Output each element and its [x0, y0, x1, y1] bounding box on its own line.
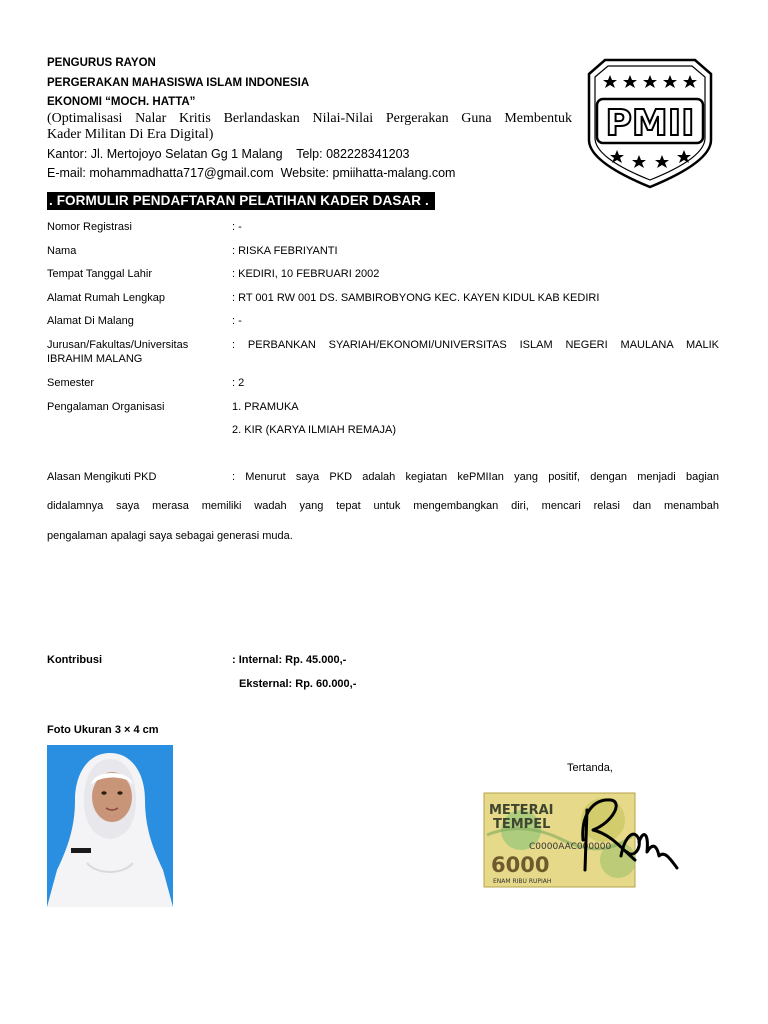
field-label-semester: Semester: [47, 377, 95, 389]
office-contact: Kantor: Jl. Mertojoyo Selatan Gg 1 Malang Telp: 082228341203: [47, 147, 410, 161]
field-value-major: : PERBANKAN SYARIAH/EKONOMI/UNIVERSITAS ISLAM NEGERI MAULANA MALIK: [232, 339, 719, 351]
tagline-line2: Kader Militan Di Era Digital): [47, 127, 214, 142]
field-value-home-address: : RT 001 RW 001 DS. SAMBIROBYONG KEC. KAYEN KIDUL KAB KEDIRI: [232, 292, 600, 304]
field-label-registration: Nomor Registrasi: [47, 221, 132, 233]
org-name-line3: EKONOMI “MOCH. HATTA”: [47, 96, 196, 108]
contribution-label: Kontribusi: [47, 654, 102, 666]
stamp-line1: METERAI: [489, 803, 554, 818]
reason-label: Alasan Mengikuti PKD: [47, 471, 157, 483]
form-title: . FORMULIR PENDAFTARAN PELATIHAN KADER DASAR .: [47, 192, 435, 210]
field-value-registration: : -: [232, 221, 242, 233]
stamp-amount: 6000: [491, 853, 550, 877]
pmii-logo-icon: [585, 54, 715, 190]
stamp-code: C0000AAC000000: [529, 842, 612, 852]
stamp-line2: TEMPEL: [493, 817, 551, 832]
logo-text: PMII: [605, 103, 695, 144]
applicant-photo: [47, 745, 173, 907]
reason-line3: pengalaman apalagi saya sebagai generasi muda.: [47, 530, 293, 542]
tagline-line1: (Optimalisasi Nalar Kritis Berlandaskan Nilai-Nilai Pergerakan Guna Membentuk: [47, 111, 572, 126]
field-value-birth: : KEDIRI, 10 FEBRUARI 2002: [232, 268, 380, 280]
field-label-experience: Pengalaman Organisasi: [47, 401, 165, 413]
field-value-semester: : 2: [232, 377, 245, 389]
field-label-birth: Tempat Tanggal Lahir: [47, 268, 152, 280]
field-value-name: : RISKA FEBRIYANTI: [232, 245, 338, 257]
field-label-name: Nama: [47, 245, 77, 257]
org-name-line1: PENGURUS RAYON: [47, 57, 156, 69]
field-label-home-address: Alamat Rumah Lengkap: [47, 292, 166, 304]
org-name-line2: PERGERAKAN MAHASISWA ISLAM INDONESIA: [47, 77, 310, 89]
contribution-external: Eksternal: Rp. 60.000,-: [239, 678, 357, 690]
contribution-internal: : Internal: Rp. 45.000,-: [232, 654, 347, 666]
signature-label: Tertanda,: [567, 762, 613, 774]
duty-stamp-signature: [483, 790, 683, 890]
reason-line2: didalamnya saya merasa memiliki wadah yang tepat untuk mengembangkan diri, mencari relasi dan menambah: [47, 500, 719, 512]
field-value-experience-2: 2. KIR (KARYA ILMIAH REMAJA): [232, 424, 397, 436]
field-label-major: Jurusan/Fakultas/Universitas IBRAHIM MALANG: [47, 339, 189, 365]
email-website: E-mail: mohammadhatta717@gmail.com Website: pmiihatta-malang.com: [47, 166, 456, 180]
field-value-malang-address: : -: [232, 315, 242, 327]
photo-label: Foto Ukuran 3 × 4 cm: [47, 724, 159, 736]
reason-line1: : Menurut saya PKD adalah kegiatan kePMIIan yang positif, dengan menjadi bagian: [232, 471, 719, 483]
stamp-amount-text: ENAM RIBU RUPIAH: [493, 878, 552, 885]
field-label-malang-address: Alamat Di Malang: [47, 315, 134, 327]
field-value-experience-1: 1. PRAMUKA: [232, 401, 299, 413]
